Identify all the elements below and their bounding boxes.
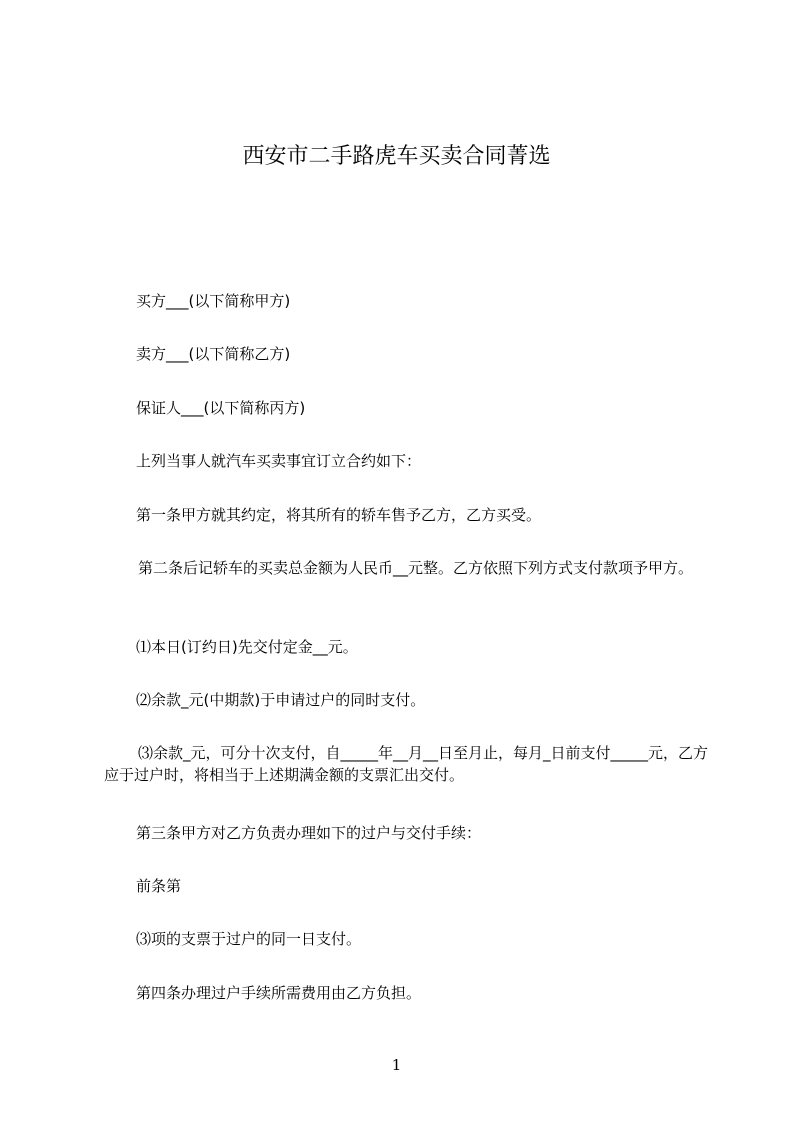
page-number: 1 (391, 1056, 402, 1074)
paragraph-article-3: 第三条甲方对乙方负责办理如下的过户与交付手续： (136, 824, 482, 842)
paragraph-item-2: ⑵余款_元(中期款)于申请过户的同时支付。 (136, 691, 426, 709)
paragraph-seller: 卖方___(以下简称乙方) (136, 345, 291, 363)
paragraph-item-3: ⑶余款_元，可分十次支付，自_____年__月__日至月止，每月_日前支付_____元，乙方应于过户时，将相当于上述期满金额的支票汇出交付。 (104, 744, 709, 784)
paragraph-article-1: 第一条甲方就其约定，将其所有的轿车售予乙方，乙方买受。 (136, 506, 542, 524)
paragraph-guarantor: 保证人___(以下简称丙方) (136, 399, 306, 417)
paragraph-buyer: 买方___(以下简称甲方) (136, 292, 291, 310)
page-title: 西安市二手路虎车买卖合同菁选 (242, 144, 551, 169)
paragraph-article-4: 第四条办理过户手续所需费用由乙方负担。 (136, 984, 422, 1002)
paragraph-preceding-article: 前条第 (136, 877, 182, 895)
paragraph-item-1: ⑴本日(订约日)先交付定金__元。 (136, 638, 358, 656)
paragraph-item-3-cheque: ⑶项的支票于过户的同一日支付。 (136, 930, 362, 948)
paragraph-article-2: 第二条后记轿车的买卖总金额为人民币__元整。乙方依照下列方式支付款项予甲方。 (138, 559, 694, 577)
paragraph-preamble: 上列当事人就汽车买卖事宜订立合约如下： (136, 452, 422, 470)
